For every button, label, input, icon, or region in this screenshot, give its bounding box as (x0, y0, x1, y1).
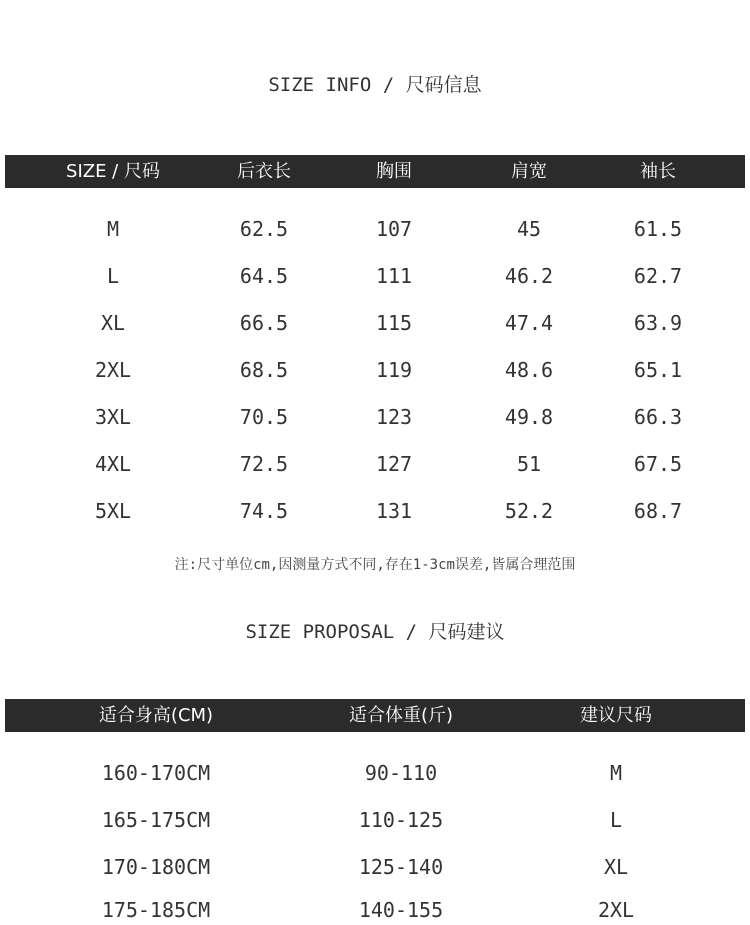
chest-cell: 115 (375, 311, 413, 335)
height-cell: 165-175CM (101, 808, 211, 832)
sleeve-cell: 62.7 (633, 264, 683, 288)
chest-cell: 111 (375, 264, 413, 288)
header-size: SIZE / 尺码 (66, 161, 160, 182)
table-row (0, 261, 750, 291)
height-cell: 175-185CM (101, 898, 211, 922)
table-row (0, 852, 750, 882)
chest-cell: 127 (375, 452, 413, 476)
size-proposal-header-bar (5, 699, 745, 732)
shoulder-cell: 47.4 (504, 311, 554, 335)
header-back-length: 后衣长 (237, 161, 291, 182)
table-row (0, 308, 750, 338)
recommended-size-cell: XL (603, 855, 629, 879)
header-shoulder: 肩宽 (511, 161, 547, 182)
header-height: 适合身高(CM) (98, 705, 214, 726)
table-row (0, 805, 750, 835)
chest-cell: 107 (375, 217, 413, 241)
size-cell: 3XL (94, 405, 132, 429)
shoulder-cell: 48.6 (504, 358, 554, 382)
height-cell: 160-170CM (101, 761, 211, 785)
header-sleeve: 袖长 (640, 161, 676, 182)
shoulder-cell: 46.2 (504, 264, 554, 288)
weight-cell: 110-125 (358, 808, 444, 832)
sleeve-cell: 66.3 (633, 405, 683, 429)
shoulder-cell: 49.8 (504, 405, 554, 429)
height-cell: 170-180CM (101, 855, 211, 879)
back-length-cell: 74.5 (239, 499, 289, 523)
sleeve-cell: 65.1 (633, 358, 683, 382)
sleeve-cell: 63.9 (633, 311, 683, 335)
back-length-cell: 68.5 (239, 358, 289, 382)
back-length-cell: 62.5 (239, 217, 289, 241)
recommended-size-cell: L (609, 808, 623, 832)
table-row (0, 895, 750, 925)
back-length-cell: 70.5 (239, 405, 289, 429)
chest-cell: 123 (375, 405, 413, 429)
size-cell: XL (100, 311, 126, 335)
recommended-size-cell: 2XL (597, 898, 635, 922)
size-cell: M (106, 217, 120, 241)
size-cell: 4XL (94, 452, 132, 476)
measurement-note: 注:尺寸单位cm,因测量方式不同,存在1-3cm误差,皆属合理范围 (174, 557, 576, 573)
table-row (0, 758, 750, 788)
chest-cell: 119 (375, 358, 413, 382)
weight-cell: 125-140 (358, 855, 444, 879)
back-length-cell: 64.5 (239, 264, 289, 288)
back-length-cell: 66.5 (239, 311, 289, 335)
weight-cell: 140-155 (358, 898, 444, 922)
size-cell: L (106, 264, 120, 288)
size-cell: 2XL (94, 358, 132, 382)
sleeve-cell: 61.5 (633, 217, 683, 241)
sleeve-cell: 68.7 (633, 499, 683, 523)
size-info-title: SIZE INFO / 尺码信息 (268, 74, 482, 96)
shoulder-cell: 52.2 (504, 499, 554, 523)
table-row (0, 214, 750, 244)
chest-cell: 131 (375, 499, 413, 523)
shoulder-cell: 51 (516, 452, 542, 476)
table-row (0, 496, 750, 526)
shoulder-cell: 45 (516, 217, 542, 241)
table-row (0, 449, 750, 479)
back-length-cell: 72.5 (239, 452, 289, 476)
size-cell: 5XL (94, 499, 132, 523)
size-info-header-bar (5, 155, 745, 188)
recommended-size-cell: M (609, 761, 623, 785)
header-weight: 适合体重(斤) (348, 705, 454, 726)
header-chest: 胸围 (376, 161, 412, 182)
weight-cell: 90-110 (364, 761, 438, 785)
table-row (0, 355, 750, 385)
table-row (0, 402, 750, 432)
sleeve-cell: 67.5 (633, 452, 683, 476)
header-recommended-size: 建议尺码 (580, 705, 652, 726)
size-proposal-title: SIZE PROPOSAL / 尺码建议 (245, 621, 505, 643)
